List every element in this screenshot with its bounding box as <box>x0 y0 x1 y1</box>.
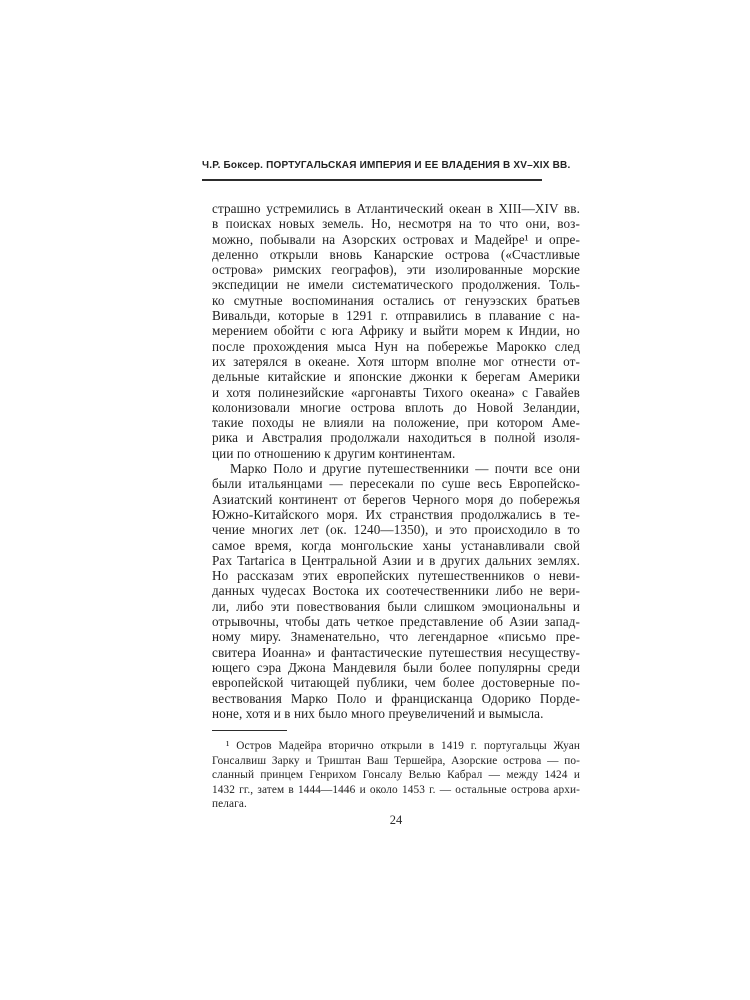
text-line: экспедиции не имели систематического продолжения. Толь- <box>212 277 580 293</box>
page-number: 24 <box>389 813 403 827</box>
text-line: мерением обойти с юга Африку и выйти морем к Индии, но <box>212 323 580 339</box>
text-line: Южно-Китайского моря. Их странствия продолжались в те- <box>212 506 580 522</box>
running-header-title: Ч.Р. Боксер. ПОРТУГАЛЬСКАЯ ИМПЕРИЯ И ЕЕ ВЛАДЕНИЯ В XV–XIX ВВ. <box>202 160 571 171</box>
text-line: и хотя полинезийские «аргонавты Тихого океана» с Гавайев <box>212 384 580 400</box>
text-line: в поисках новых земель. Но, несмотря на то что они, воз- <box>212 216 580 232</box>
text-line: Но рассказам этих европейских путешественников о неви- <box>212 568 580 584</box>
text-line: Вивальди, которые в 1291 г. отправились в плавание с на- <box>212 308 580 324</box>
text-line: их затерялся в океане. Хотя шторм вполне мог отнести от- <box>212 353 580 369</box>
text-line: европейской читающей публики, чем более достоверные по- <box>212 675 580 691</box>
text-line: Pax Tartarica в Центральной Азии и в других дальних землях. <box>212 552 580 568</box>
text-line: ко смутные воспоминания остались от генуэзских братьев <box>212 292 580 308</box>
text-line: после прохождения мыса Нун на побережье Марокко след <box>212 338 580 354</box>
text-line: ющего сэра Джона Мандевиля были более популярны среди <box>212 659 580 675</box>
text-line: свитера Иоанна» и фантастические путешествия несуществу- <box>212 644 580 660</box>
text-line: 1432 гг., затем в 1444—1446 и около 1453 г. — остальные острова архи- <box>212 783 580 796</box>
running-header <box>202 160 571 181</box>
text-line: ному миру. Знаменательно, что легендарное «письмо пре- <box>212 629 580 645</box>
text-line: деленно открыли вновь Канарские острова («Счастливые <box>212 246 580 262</box>
text-line: Марко Поло и другие путешественники — почти все они <box>230 461 580 477</box>
text-line: страшно устремились в Атлантический океан в XIII—XIV вв. <box>212 201 580 216</box>
text-line: Азиатский континент от берегов Черного моря до побережья <box>212 491 580 507</box>
paragraph <box>212 461 580 721</box>
text-line: ¹ Остров Мадейра вторично открыли в 1419 г. португальцы Жуан <box>226 740 580 752</box>
text-line: были итальянцами — пересекали по суше весь Европейско- <box>212 476 580 492</box>
text-line: вествования Марко Поло и францисканца Одорико Порде- <box>212 690 580 706</box>
text-line: пелага. <box>212 798 247 811</box>
text-line: ции по отношению к другим континентам. <box>212 445 456 461</box>
text-line: Гонсалвиш Зарку и Триштан Ваш Тершейра, Азорские острова — по- <box>212 754 580 767</box>
footnote <box>212 739 580 812</box>
text-line: данных чудесах Востока их соотечественники либо не вери- <box>212 583 580 599</box>
footnote-divider <box>212 730 287 731</box>
text-line: чение многих лет (ок. 1240—1350), и это происходило в то <box>212 522 580 538</box>
text-line: колонизовали многие острова вплоть до Новой Зеландии, <box>212 399 580 415</box>
body-text <box>212 201 580 721</box>
text-line: ли, либо эти повествования были слишком эмоциональны и <box>212 598 580 614</box>
text-line: рика и Австралия продолжали находиться в полной изоля- <box>212 430 580 446</box>
text-line: острова» римских географов), эти изолированные морские <box>212 262 580 278</box>
text-line: дельные китайские и японские джонки к берегам Америки <box>212 369 580 385</box>
text-line: сланный принцем Генрихом Гонсалу Велью Кабрал — между 1424 и <box>212 769 580 782</box>
text-line: ноне, хотя и в них было много преувеличений и вымысла. <box>212 705 544 721</box>
text-line: отрывочны, чтобы дать четкое представление об Азии запад- <box>212 614 580 630</box>
text-line: самое время, когда монгольские ханы устанавливали свой <box>212 537 580 553</box>
paragraph <box>212 201 580 461</box>
text-line: можно, побывали на Азорских островах и Мадейре¹ и опре- <box>212 231 580 247</box>
text-line: такие походы не влияли на положение, при котором Аме- <box>212 415 580 431</box>
